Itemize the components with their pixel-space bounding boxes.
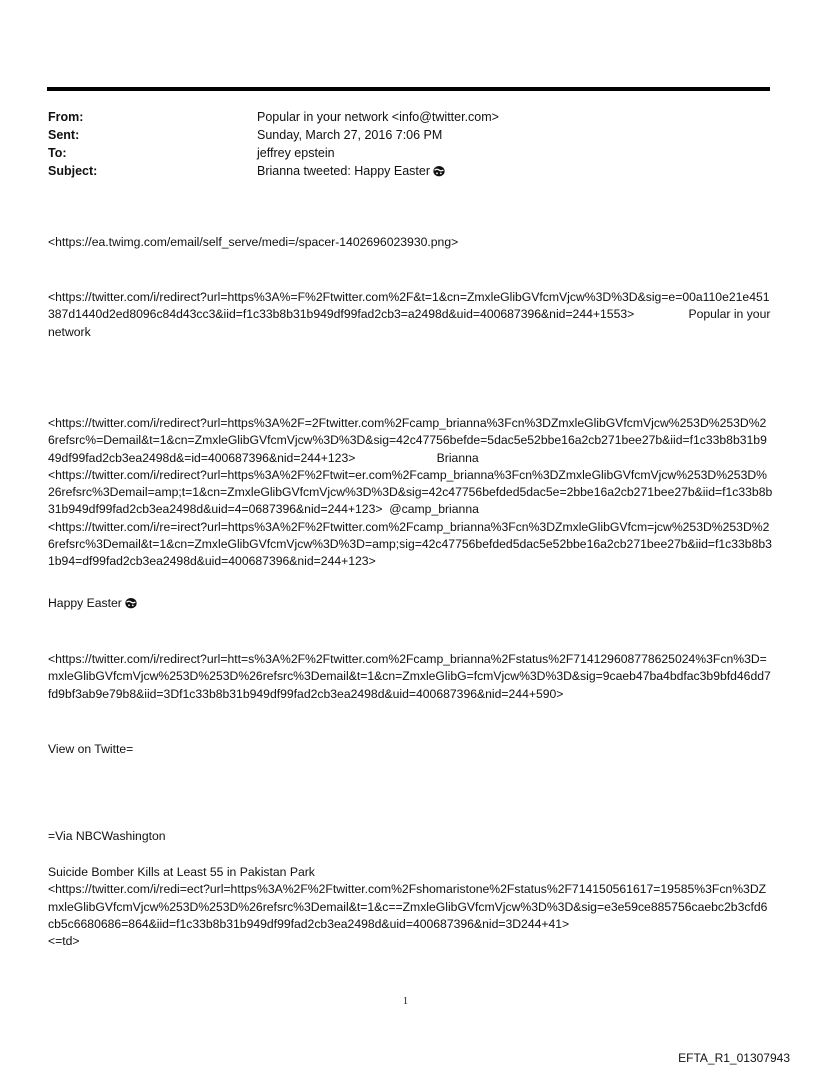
headline-redirect-link[interactable]: <https://twitter.com/i/redi=ect?url=https%3A%2F%2Ftwitter.com%2Fshomaristone%2Fstatus%2F714150561617=19585%3Fcn%3DZmxleGlibGVfcmVjcw%253D%253D%26refsrc%3Demail&t=1&c==ZmxleGlibGVfcmVjcw%3D%3D&sig=e3e59ce885756caebc2b3cfd6cb5c6680686=864&iid=f1c33b8b31b949df99fad2cb3ea2498d&uid=400687396&nid=3D244+41> — [48, 882, 768, 931]
to-value: jeffrey epstein — [257, 146, 335, 160]
to-label: To: — [48, 146, 67, 160]
subject-value — [257, 162, 445, 182]
view-on-twitter-link[interactable]: View on Twitte= — [48, 742, 134, 756]
spacer-image-link[interactable]: <https://ea.twimg.com/email/self_serve/medi=/spacer-1402696023930.png> — [48, 235, 459, 249]
easter-egg-icon — [125, 597, 137, 614]
tweet-text-label: Happy Easter — [48, 596, 122, 610]
td-close-text: <=td> — [48, 934, 80, 949]
header-rule — [47, 87, 770, 91]
page-number: 1 — [403, 996, 408, 1007]
tweet-text — [48, 595, 773, 614]
to-row — [48, 144, 768, 162]
profile-redirect-link-1[interactable]: <https://twitter.com/i/redirect?url=https%3A%2F=2Ftwitter.com%2Fcamp_brianna%3Fcn%3DZmxleGlibGVfcmVjcw%253D%253D%26refsrc%=Demail&t=1&cn=ZmxleGlibGVfcmVjcw%3D%3D&sig=42c47756befde=5dac5e52bbe16a2cb271bee27b&iid=f1c33b8b31b949df99fad2cb3ea2498d&=id=400687396&nid=244+123> — [48, 416, 767, 465]
author-handle: @camp_brianna — [389, 502, 479, 517]
headline-block — [48, 864, 773, 950]
profile-links-block — [48, 415, 773, 571]
from-label: From: — [48, 110, 84, 124]
network-redirect-block — [48, 289, 773, 341]
network-redirect-link[interactable]: <https://twitter.com/i/redirect?url=https%3A%=F%2Ftwitter.com%2F&t=1&cn=ZmxleGlibGVfcmVjcw%3D%3D&sig=e=00a110e21e451387d1440d2ed8096c84d43cc3&iid=f1c33b8b31b949df99fad2cb3=a2498d&uid=400687396&nid=244+1553> — [48, 290, 770, 322]
profile-redirect-link-3[interactable]: <https://twitter.com/i/re=irect?url=https%3A%2F%2Ftwitter.com%2Fcamp_brianna%3Fcn%3DZmxleGlibGVfcm=jcw%253D%253D%26refsrc%3Demail&t=1&cn=ZmxleGlibGVfcmVjcw%3D%3D=amp;sig=42c47756befded5dac5e52bbe16a2cb271bee27b&iid=f1c33b8b31b94=df99fad2cb3ea2498d&uid=400687396&nid=244+123> — [48, 519, 772, 569]
tweet-status-link[interactable]: <https://twitter.com/i/redirect?url=htt=s%3A%2F%2Ftwitter.com%2Fcamp_brianna%2Fstatus%2F714129608778625024%3Fcn%3D=mxleGlibGVfcmVjcw%253D%253D%26refsrc%3Demail&t=1&cn=ZmxleGlibG=fcmVjcw%3D%3D&sig=9caeb47ba4bdfac3b9bfd46dd7fd9bf3ab9e79b8&iid=3Df1c33b8b31b949df99fad2cb3ea2498d&uid=400687396&nid=244+590> — [48, 652, 771, 701]
easter-egg-icon — [433, 164, 445, 182]
subject-text: Brianna tweeted: Happy Easter — [257, 164, 431, 178]
popular-in-network-text: Popular in your network — [48, 307, 774, 339]
sent-label: Sent: — [48, 128, 80, 142]
document-id-footer: EFTA_R1_01307943 — [678, 1051, 790, 1065]
headline-text: Suicide Bomber Kills at Least 55 in Pakistan Park — [48, 865, 315, 879]
subject-row — [48, 162, 768, 180]
subject-label: Subject: — [48, 164, 98, 178]
profile-redirect-link-2[interactable]: <https://twitter.com/i/redirect?url=https%3A%2F%2Ftwit=er.com%2Fcamp_brianna%3Fcn%3DZmxleGlibGVfcmVjcw%253D%253D%26refsrc%3Demail=amp;t=1&cn=ZmxleGlibGVfcmVjcw%3D%3D&sig=42c47756befded5dac5e=2bbe16a2cb271bee27b&iid=f1c33b8b31b949df99fad2cb3ea2498d&uid=4=0687396&nid=244+123> — [48, 467, 773, 517]
via-source-text: =Via NBCWashington — [48, 829, 166, 843]
sent-value: Sunday, March 27, 2016 7:06 PM — [257, 128, 443, 142]
sent-row — [48, 126, 768, 144]
author-name: Brianna — [436, 450, 479, 465]
from-row — [48, 108, 768, 126]
from-value: Popular in your network <info@twitter.com> — [257, 110, 499, 124]
